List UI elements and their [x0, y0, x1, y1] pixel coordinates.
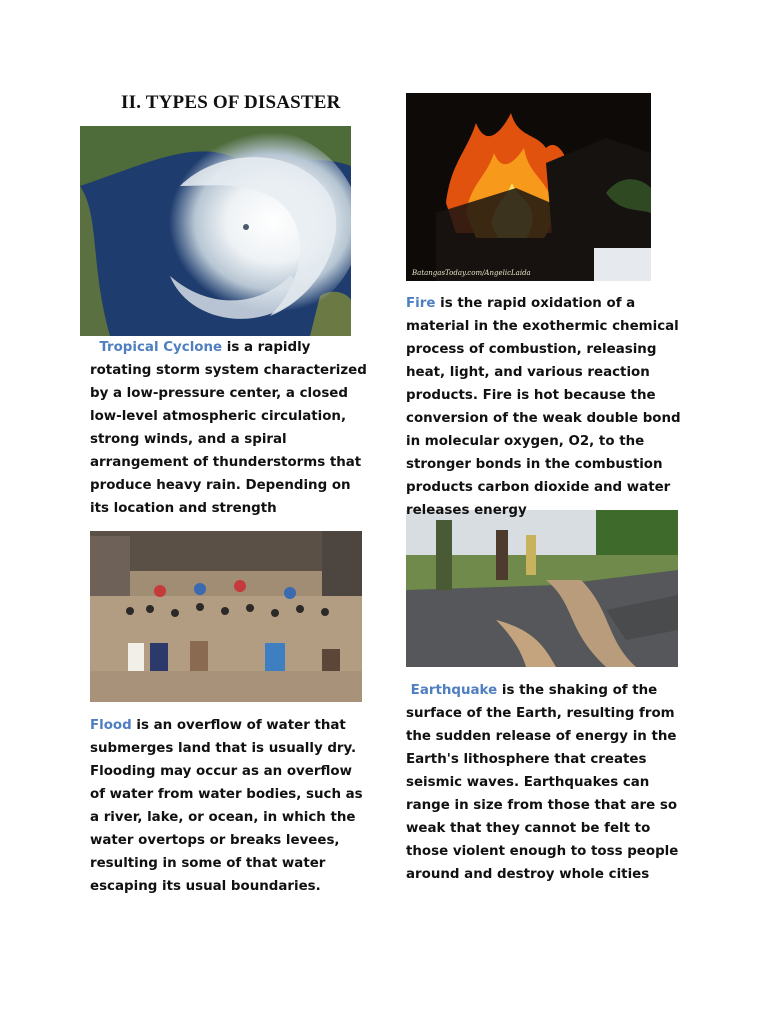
cyclone-description	[90, 336, 372, 520]
flood-text: is an overflow of water that submerges land that is usually dry. Flooding may occur as an overflow of water from water bodies, such as a river, lake, or ocean, in which the water overtops or breaks levees, resulting in some of that water escaping its usual boundaries.	[90, 718, 363, 894]
fire-text: is the rapid oxidation of a material in the exothermic chemical process of combustion, releasing heat, light, and various reaction products. Fire is hot because the conversion of the weak double bond in molecular oxygen, O2, to the stronger bonds in the combustion products carbon dioxide and water releases energy	[406, 296, 681, 518]
cyclone-term: Tropical Cyclone	[99, 340, 223, 355]
page-title: II. TYPES OF DISASTER	[121, 92, 341, 113]
fire-photo	[406, 93, 651, 281]
flood-description	[90, 714, 366, 898]
earthquake-term: Earthquake	[410, 683, 498, 698]
earthquake-description	[406, 679, 690, 886]
flood-term: Flood	[90, 718, 132, 733]
fire-term: Fire	[406, 296, 436, 311]
earthquake-text: is the shaking of the surface of the Earth, resulting from the sudden release of energy in the Earth's lithosphere that creates seismic waves. Earthquakes can range in size from those that are so weak that they cannot be felt to those violent enough to toss people around and destroy whole cities	[406, 683, 679, 882]
fire-photo-credit: BatangasToday.com/AngelicLaida	[412, 269, 531, 277]
cyclone-photo	[80, 126, 351, 336]
cyclone-text: is a rapidly rotating storm system characterized by a low-pressure center, a closed low-level atmospheric circulation, strong winds, and a spiral arrangement of thunderstorms that produce heavy rain. Depending on its location and strength	[90, 340, 367, 516]
flood-photo	[90, 531, 362, 702]
earthquake-photo	[406, 510, 678, 667]
fire-description	[406, 292, 692, 522]
